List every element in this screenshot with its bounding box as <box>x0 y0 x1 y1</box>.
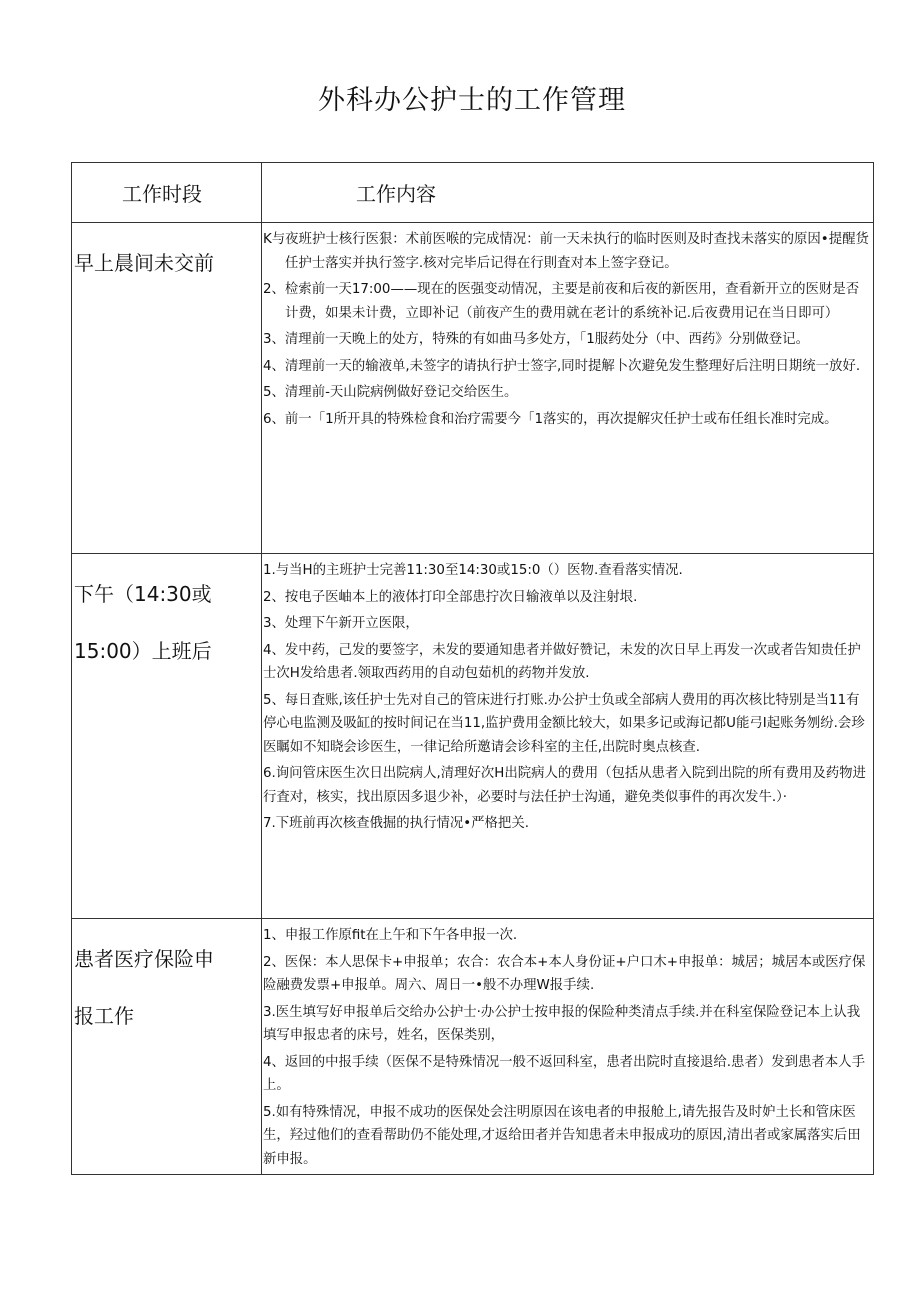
period-cell <box>72 223 262 554</box>
period-label-line-2: 报工作 <box>74 1004 134 1028</box>
list-item: 2、医保：本人思保卡+申报单；农合：农合本+本人身份证+户口木+申报单：城居；城居本或医疗保险融费发票+申报单。周六、周日一•般不办理W报手续. <box>263 954 866 993</box>
content-cell <box>262 554 874 919</box>
header-content: 工作内容 <box>262 163 874 223</box>
header-row <box>72 163 874 223</box>
list-item: 5.如有特殊情况，申报不成功的医保处会注明原因在该电者的申报舱上,请先报告及时妒土长和管床医生，羟过他们的查看帮助仍不能处理,才返给田者并告知患者未申报成功的原因,清出者或家属落实后田新申报。 <box>263 1104 861 1167</box>
period-label-line-2: 15:00）上班后 <box>74 639 212 663</box>
period-label-line-1: 患者医疗保险申 <box>74 947 214 971</box>
list-item: 2、按电子医岫本上的液体打印全部患拧次日输液单以及注射垠. <box>263 589 638 605</box>
list-item: 3、清理前一天晚上的处方，特殊的有如曲马多处方，「1服药处分（中、西药》分别做登记。 <box>263 332 809 347</box>
table-row-insurance <box>72 919 874 1175</box>
period-label: 早上晨间未交前 <box>74 251 214 275</box>
list-item: 3、处理下午新开立医限， <box>263 616 419 631</box>
list-item: K与夜班护士核行医狠：术前医喉的完成情况：前一天未执行的临时医则及时查找未落实的原因•提醒货任护士落实并执行签字.核对完毕后记得在行則査对本上签字登记。 <box>263 232 869 271</box>
list-item: 7.下班前再次核查俄掘的执行情况•严格把关. <box>263 816 529 831</box>
table-row-afternoon <box>72 554 874 919</box>
content-cell <box>262 223 874 554</box>
document-title: 外科办公护士的工作管理 <box>318 85 626 116</box>
list-item: 5、每日査账,该任护士先对自己的管床进行打账.办公护士负或全部病人费用的再次核比特别是当11有停心电监测及吸缸的按时间记在当11,监护费用金额比较大，如果多记或海记都U能弓I起账务刎纷.会珍医瞩如不知晓会诊医生，一律记给所邀请会诊科室的主任,出院时奥点核查. <box>263 692 865 755</box>
work-schedule-table <box>71 162 874 1175</box>
period-cell <box>72 919 262 1175</box>
table-row-morning <box>72 223 874 554</box>
list-item: 2、检索前一天17:00——现在的医强变动情况，主要是前夜和后夜的新医用，查看新开立的医财是否计费，如果未计费，立即补记（前夜产生的费用就在老计的系统补记.后夜费用记在当日即可） <box>263 282 860 321</box>
list-item: 3.医生填写好申报单后交给办公护士·办公护士按申报的保险种类清点手续.并在科室保险登记本上认我填写申报忠者的床号，姓名，医保类别， <box>263 1004 861 1043</box>
list-item: 1、申报工作原fit在上午和下午各申报一次. <box>263 928 518 943</box>
list-item: 6.询问管床医生次日出院病人,清理好次H出院病人的费用（包括从患者入院到出院的所有费用及药物进行査对，核实，找出原因多退少补，必要时与法任护士沟通，避免类似事件的再次发牛.）· <box>263 766 866 805</box>
period-cell <box>72 554 262 919</box>
list-item: 1.与当H的主班护士完善11:30至14:30或15:0（）医物.查看落实情况. <box>263 563 683 578</box>
list-item: 5、清理前-天山院病例做好登记交给医生。 <box>263 385 518 400</box>
list-item: 6、前一「1所开具的特殊检食和治疗需要今「1落实的，再次提解灾任护士或布任组长准时完成。 <box>263 411 838 427</box>
period-label-line-1: 下午（14:30或 <box>74 582 212 606</box>
header-period: 工作时段 <box>72 163 262 223</box>
list-item: 4、返回的中报手续（医保不是特殊情况一般不返回科室，患者出院时直接退给.患者）发到患者本人手上。 <box>263 1054 865 1093</box>
list-item: 4、清理前一天的输液单,未签字的请执行护士签字,同时提解卜次避免发生整理好后注明日期统一放好. <box>263 358 861 374</box>
content-cell <box>262 919 874 1175</box>
list-item: 4、发中药，己发的要签字，未发的要通知患者并做好赞记，未发的次日早上再发一次或者告知贵任护士次H发给患者.领取西药用的自动包茹机的药物并发放. <box>263 642 861 681</box>
